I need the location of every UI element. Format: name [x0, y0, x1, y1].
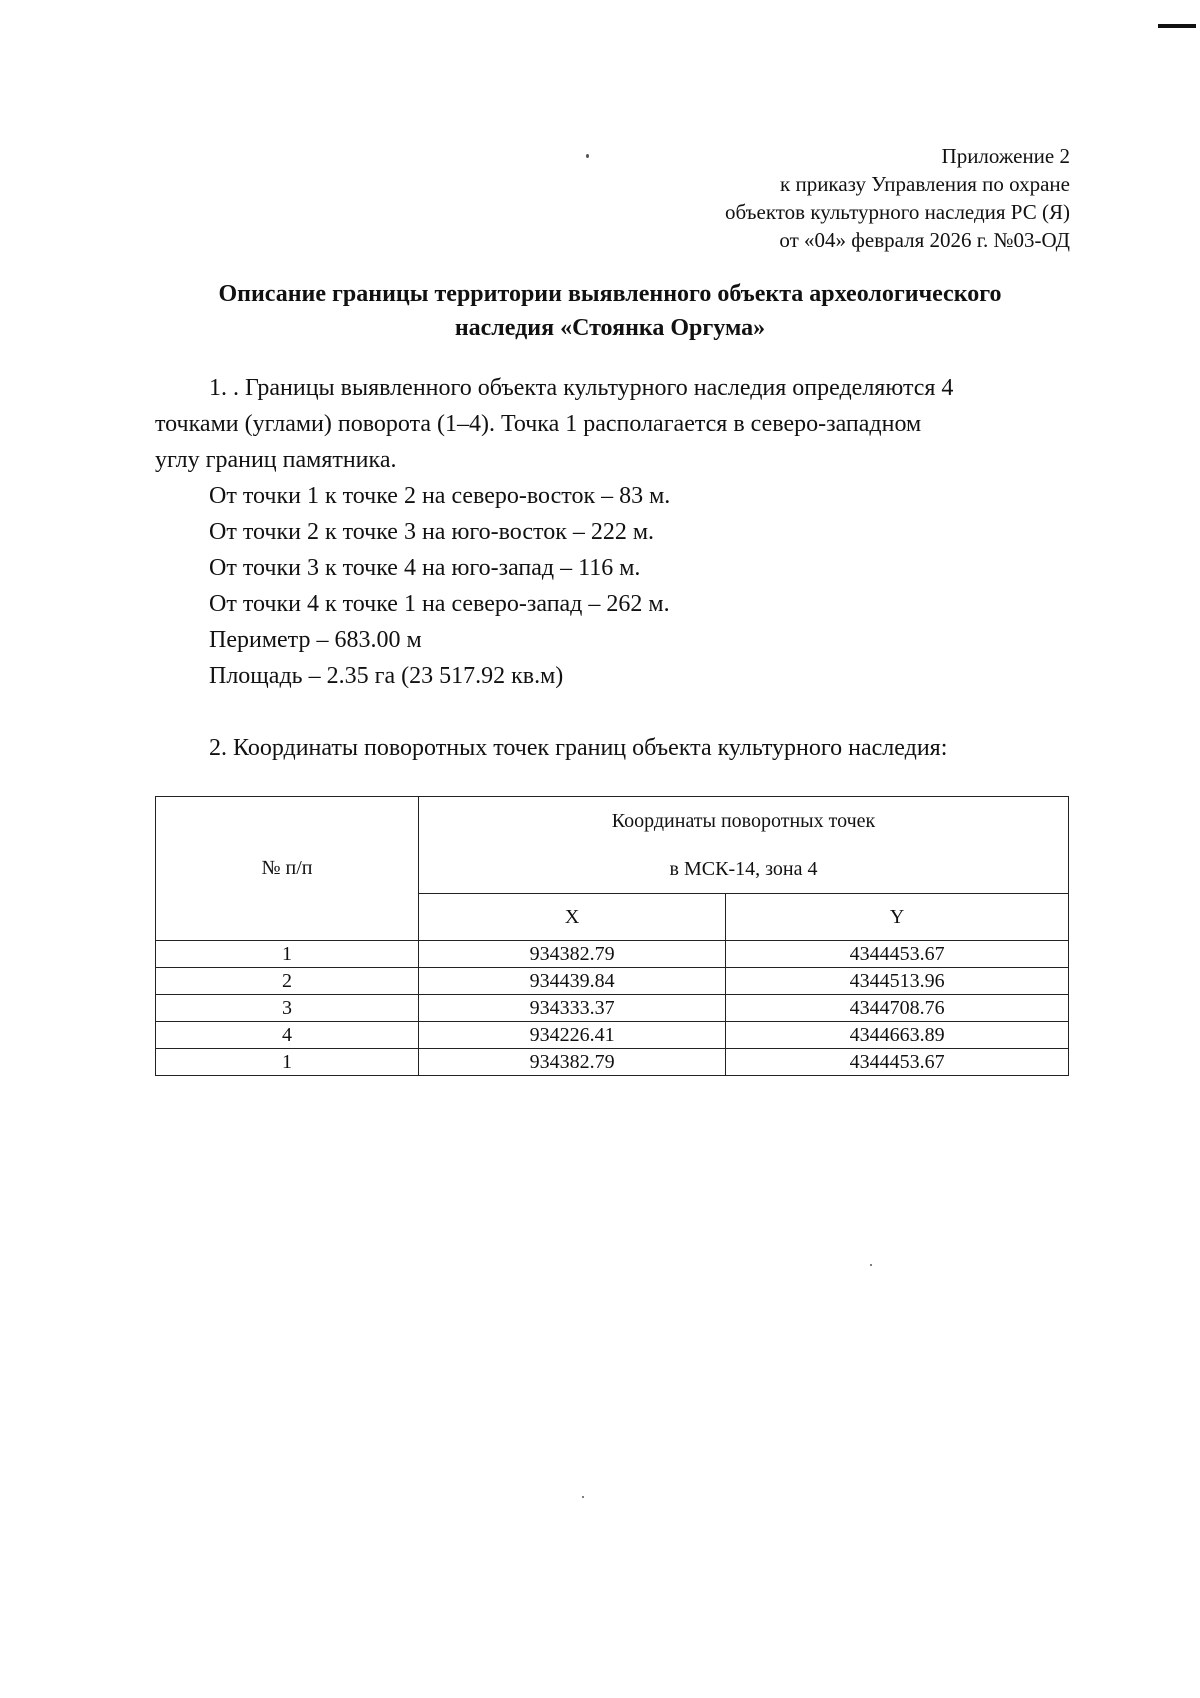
cell-num: 1 [156, 1049, 419, 1076]
table-row [156, 941, 1069, 968]
scan-speck [582, 1496, 584, 1498]
appendix-line: объектов культурного наследия РС (Я) [725, 200, 1070, 224]
table-row [156, 995, 1069, 1022]
title-line: Описание границы территории выявленного объекта археологического [218, 281, 1002, 307]
col-num-header: № п/п [156, 797, 419, 941]
scan-speck [870, 1264, 872, 1266]
cell-y: 4344453.67 [726, 941, 1069, 968]
appendix-line: Приложение 2 [941, 144, 1070, 168]
scan-speck [586, 154, 589, 158]
title-line: наследия «Стоянка Оргума» [454, 315, 766, 341]
appendix-header [725, 142, 1070, 254]
intro-line: 1. . Границы выявленного объекта культурного наследия определяются 4 [209, 375, 954, 401]
cell-y: 4344663.89 [726, 1022, 1069, 1049]
cell-num: 1 [156, 941, 419, 968]
appendix-line: к приказу Управления по охране [780, 172, 1070, 196]
segment-line: От точки 2 к точке 3 на юго-восток – 222 м. [209, 519, 655, 545]
col-x-header: X [419, 894, 726, 941]
table-row [156, 1049, 1069, 1076]
table-row [156, 968, 1069, 995]
segment-line: От точки 1 к точке 2 на северо-восток – 83 м. [209, 483, 671, 509]
boundary-description [155, 370, 1067, 478]
segment-line: От точки 4 к точке 1 на северо-запад – 262 м. [209, 591, 670, 617]
cell-x: 934382.79 [419, 1049, 726, 1076]
cell-num: 2 [156, 968, 419, 995]
table-row [156, 1022, 1069, 1049]
coordinates-table [155, 796, 1069, 1076]
group-header-line: Координаты поворотных точек [611, 810, 876, 832]
col-y-header: Y [726, 894, 1069, 941]
group-header-line: в МСК-14, зона 4 [669, 858, 818, 880]
section2-heading: 2. Координаты поворотных точек границ объекта культурного наследия: [209, 735, 948, 761]
cell-y: 4344453.67 [726, 1049, 1069, 1076]
cell-y: 4344708.76 [726, 995, 1069, 1022]
intro-line: точками (углами) поворота (1–4). Точка 1 располагается в северо-западном [155, 411, 922, 437]
cell-y: 4344513.96 [726, 968, 1069, 995]
cell-x: 934333.37 [419, 995, 726, 1022]
coordinates-group-header [419, 797, 1069, 894]
cell-num: 4 [156, 1022, 419, 1049]
appendix-line: от «04» февраля 2026 г. №03-ОД [779, 228, 1070, 252]
perimeter-line: Периметр – 683.00 м [209, 627, 422, 653]
scan-mark [1158, 24, 1196, 28]
segment-line: От точки 3 к точке 4 на юго-запад – 116 м. [209, 555, 641, 581]
cell-num: 3 [156, 995, 419, 1022]
area-line: Площадь – 2.35 га (23 517.92 кв.м) [209, 663, 564, 689]
document-title [150, 277, 1070, 345]
intro-line: углу границ памятника. [155, 447, 397, 473]
cell-x: 934226.41 [419, 1022, 726, 1049]
cell-x: 934439.84 [419, 968, 726, 995]
cell-x: 934382.79 [419, 941, 726, 968]
